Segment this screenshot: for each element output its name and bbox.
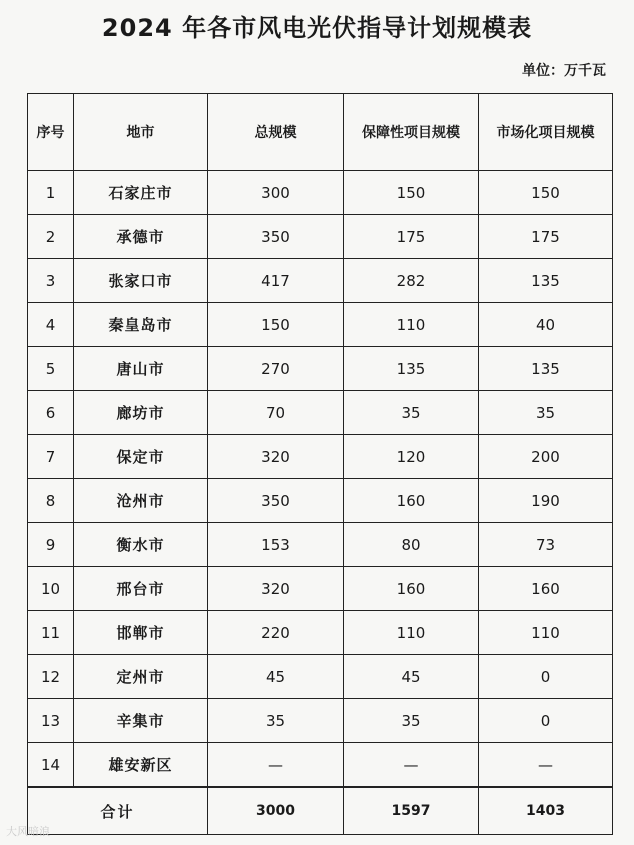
row-total: 350 [208, 479, 344, 523]
unit-label: 单位：万千瓦 [522, 63, 606, 79]
page-title: 2024 年各市风电光伏指导计划规模表 [101, 14, 533, 42]
table-body [28, 171, 613, 835]
table-row [28, 171, 613, 215]
row-market: 135 [479, 347, 613, 391]
row-market: 135 [479, 259, 613, 303]
row-city: 邢台市 [74, 567, 208, 611]
row-market: 40 [479, 303, 613, 347]
row-total: 153 [208, 523, 344, 567]
row-city: 定州市 [74, 655, 208, 699]
row-market: 200 [479, 435, 613, 479]
row-guaranteed: 80 [344, 523, 479, 567]
row-guaranteed: 45 [344, 655, 479, 699]
table-row [28, 611, 613, 655]
row-index: 2 [28, 215, 74, 259]
row-city: 张家口市 [74, 259, 208, 303]
row-city: 沧州市 [74, 479, 208, 523]
row-market: 0 [479, 699, 613, 743]
row-city: 辛集市 [74, 699, 208, 743]
row-total: 220 [208, 611, 344, 655]
row-city: 廊坊市 [74, 391, 208, 435]
row-total: 35 [208, 699, 344, 743]
row-index: 4 [28, 303, 74, 347]
total-label: 合计 [28, 787, 208, 835]
row-market: 160 [479, 567, 613, 611]
row-city: 邯郸市 [74, 611, 208, 655]
table-row [28, 215, 613, 259]
row-market: 73 [479, 523, 613, 567]
table-row [28, 743, 613, 788]
planning-table [27, 93, 613, 835]
row-city: 秦皇岛市 [74, 303, 208, 347]
row-total: 150 [208, 303, 344, 347]
table-row [28, 699, 613, 743]
row-index: 9 [28, 523, 74, 567]
row-total: 270 [208, 347, 344, 391]
total-row [28, 787, 613, 835]
row-guaranteed: 35 [344, 699, 479, 743]
row-guaranteed: 160 [344, 479, 479, 523]
row-market: 190 [479, 479, 613, 523]
header-city: 地市 [74, 94, 208, 171]
row-total: — [208, 743, 344, 788]
row-city: 唐山市 [74, 347, 208, 391]
row-total: 70 [208, 391, 344, 435]
row-index: 7 [28, 435, 74, 479]
row-market: 150 [479, 171, 613, 215]
table-row [28, 347, 613, 391]
row-market: 0 [479, 655, 613, 699]
total-guaranteed: 1597 [344, 787, 479, 835]
row-index: 10 [28, 567, 74, 611]
row-index: 12 [28, 655, 74, 699]
row-city: 雄安新区 [74, 743, 208, 788]
row-market: 35 [479, 391, 613, 435]
total-market: 1403 [479, 787, 613, 835]
row-guaranteed: 110 [344, 611, 479, 655]
row-index: 5 [28, 347, 74, 391]
header-index: 序号 [28, 94, 74, 171]
watermark: 大风暗浪 [6, 825, 50, 838]
table-row [28, 391, 613, 435]
header-market: 市场化项目规模 [479, 94, 613, 171]
table-row [28, 567, 613, 611]
row-guaranteed: 282 [344, 259, 479, 303]
row-index: 13 [28, 699, 74, 743]
row-city: 保定市 [74, 435, 208, 479]
header-total: 总规模 [208, 94, 344, 171]
row-guaranteed: — [344, 743, 479, 788]
row-total: 417 [208, 259, 344, 303]
row-index: 8 [28, 479, 74, 523]
row-index: 14 [28, 743, 74, 788]
row-total: 320 [208, 435, 344, 479]
row-guaranteed: 150 [344, 171, 479, 215]
row-market: 110 [479, 611, 613, 655]
table-row [28, 303, 613, 347]
row-index: 6 [28, 391, 74, 435]
row-index: 1 [28, 171, 74, 215]
row-total: 45 [208, 655, 344, 699]
row-index: 11 [28, 611, 74, 655]
table-row [28, 259, 613, 303]
row-city: 石家庄市 [74, 171, 208, 215]
row-guaranteed: 175 [344, 215, 479, 259]
table-row [28, 523, 613, 567]
row-market: 175 [479, 215, 613, 259]
table-row [28, 655, 613, 699]
table-header-row [28, 94, 613, 171]
row-market: — [479, 743, 613, 788]
header-guaranteed: 保障性项目规模 [344, 94, 479, 171]
row-guaranteed: 135 [344, 347, 479, 391]
row-total: 300 [208, 171, 344, 215]
row-total: 320 [208, 567, 344, 611]
total-total: 3000 [208, 787, 344, 835]
row-guaranteed: 110 [344, 303, 479, 347]
table-row [28, 479, 613, 523]
row-guaranteed: 120 [344, 435, 479, 479]
row-guaranteed: 35 [344, 391, 479, 435]
row-total: 350 [208, 215, 344, 259]
row-city: 衡水市 [74, 523, 208, 567]
row-city: 承德市 [74, 215, 208, 259]
table-row [28, 435, 613, 479]
row-guaranteed: 160 [344, 567, 479, 611]
row-index: 3 [28, 259, 74, 303]
